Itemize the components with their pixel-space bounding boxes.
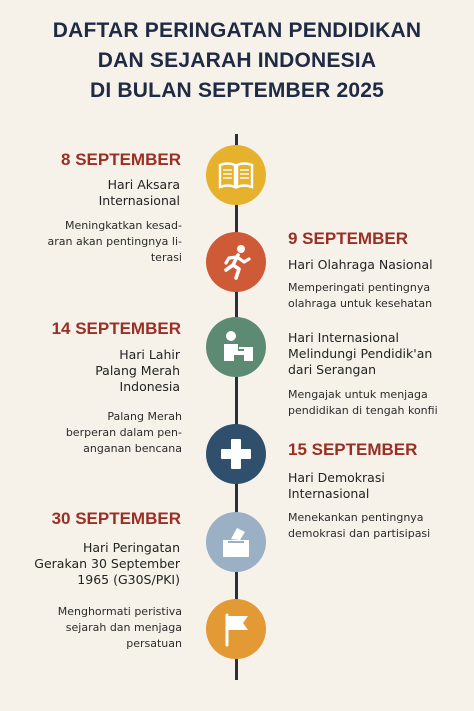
event-name-line: Internasional <box>288 486 370 501</box>
event-description-line: aran akan pentingnya li- <box>47 235 182 248</box>
event-name-line: dari Serangan <box>288 362 377 377</box>
event-name <box>95 347 180 395</box>
event-name-line: Hari Internasional <box>288 330 400 345</box>
event-description-line: Menghormati peristiva <box>57 605 182 618</box>
event-name <box>288 470 385 502</box>
event-description-line: berperan dalam pen- <box>65 426 182 439</box>
event-date-8-september: 8 SEPTEMBER <box>61 150 181 169</box>
title-line-3: DI BULAN SEPTEMBER 2025 <box>90 79 384 102</box>
event-description <box>48 218 182 266</box>
event-name <box>288 257 433 273</box>
event-name-line: Gerakan 30 September <box>34 556 180 571</box>
event-description-line: Menekankan pentingnya <box>288 511 424 524</box>
event-name <box>99 177 180 209</box>
event-description-line: Palang Merah <box>107 410 182 423</box>
event-name-line: Hari Olahraga Nasional <box>288 257 433 272</box>
event-name-line: Hari Peringatan <box>82 540 180 555</box>
runner-icon <box>206 232 266 292</box>
teacher-icon <box>206 317 266 377</box>
event-date-15-september: 15 SEPTEMBER <box>288 440 418 459</box>
flag-icon <box>206 599 266 659</box>
event-description-line: pendidikan di tengah konfii <box>288 404 438 417</box>
title-line-2: DAN SEJARAH INDONESIA <box>97 49 377 72</box>
event-description <box>66 409 182 457</box>
title-line-1: DAFTAR PERINGATAN PENDIDIKAN <box>52 19 422 42</box>
event-description <box>288 510 430 542</box>
event-name-line: Melindungi Pendidik'an <box>288 346 433 361</box>
event-name-line: Indonesia <box>119 379 180 394</box>
cross-icon <box>206 424 266 484</box>
event-description-line: olahraga untuk kesehatan <box>288 297 433 310</box>
event-date-14-september: 14 SEPTEMBER <box>51 319 181 338</box>
event-date-30-september: 30 SEPTEMBER <box>51 509 181 528</box>
event-description-line: Meningkatkan kesad- <box>64 219 182 232</box>
event-description-line: Memperingati pentingnya <box>288 281 431 294</box>
event-name-line: 1965 (G30S/PKI) <box>77 572 180 587</box>
event-description-line: Mengajak untuk menjaga <box>288 388 428 401</box>
event-name <box>288 330 432 378</box>
event-name-line: Internasional <box>98 193 180 208</box>
event-description <box>288 387 438 419</box>
ballot-box-icon <box>206 512 266 572</box>
event-description <box>58 604 182 652</box>
event-name-line: Palang Merah <box>95 363 180 378</box>
page-title <box>0 16 474 106</box>
book-icon <box>206 145 266 205</box>
event-name-line: Hari Aksara <box>107 177 180 192</box>
event-description-line: terasi <box>150 251 182 264</box>
event-name <box>34 540 180 588</box>
event-description-line: anganan bencana <box>83 442 182 455</box>
event-description-line: sejarah dan menjaga <box>65 621 182 634</box>
event-description <box>288 280 432 312</box>
event-description-line: demokrasi dan partisipasi <box>288 527 431 540</box>
event-name-line: Hari Demokrasi <box>288 470 385 485</box>
event-description-line: persatuan <box>126 637 182 650</box>
event-date-9-september: 9 SEPTEMBER <box>288 229 408 248</box>
event-name-line: Hari Lahir <box>119 347 180 362</box>
